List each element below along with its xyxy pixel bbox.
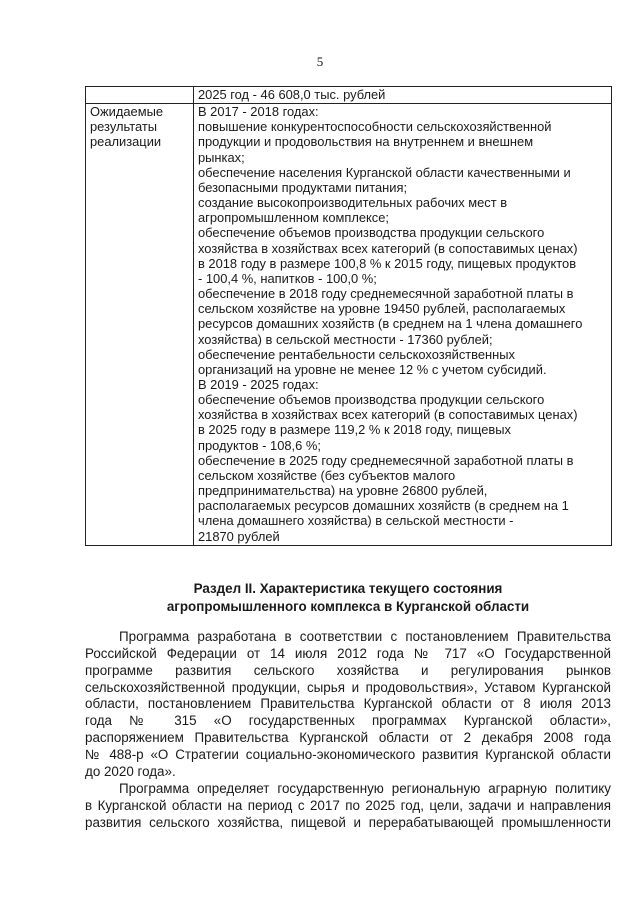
cell-text-line: В 2019 - 2025 годах: [198, 376, 319, 392]
label-line: реализации [90, 134, 162, 150]
cell-text-line: В 2017 - 2018 годах: [198, 104, 319, 120]
cell-text-line: 21870 рублей [198, 528, 280, 544]
paragraph-line: Российской Федерации от 14 июля 2012 года № 717 «О Государственной [85, 645, 611, 661]
cell-text-line: хозяйства) в сельской местности - 17360 рублей; [198, 331, 493, 347]
paragraph-line: Программа определяет государственную региональную аграрную политику [119, 781, 611, 796]
paragraph [85, 629, 611, 781]
cell-text-line: продуктов - 108,6 %; [198, 437, 321, 453]
paragraph-line: программе развития сельского хозяйства и регулирования рынков [85, 662, 611, 678]
paragraph-line: Программа разработана в соответствии с постановлением Правительства [119, 629, 611, 644]
cell-text-line: обеспечение населения Курганской области качественными и [198, 164, 571, 180]
paragraph-line: сельскохозяйственной продукции, сырья и продовольствия», Уставом Курганской [85, 679, 611, 695]
cell-text-line: сельском хозяйстве (без субъектов малого [198, 467, 456, 483]
cell-text-line: хозяйства в хозяйствах всех категорий (в сопоставимых ценах) [198, 407, 578, 423]
cell-text-line: - 100,4 %, напитков - 100,0 %; [198, 270, 377, 286]
paragraph-line: распоряжением Правительства Курганской области от 2 декабря 2008 года [85, 730, 611, 746]
passport-table [85, 86, 612, 546]
cell-text-line: сельском хозяйстве на уровне 19450 рублей, располагаемых [198, 301, 566, 317]
cell-text-line: обеспечение в 2018 году среднемесячной заработной платы в [198, 286, 574, 302]
cell-text-line: безопасными продуктами питания; [198, 179, 408, 195]
paragraph-line: области, постановлением Правительства Курганской области от 8 июля 2013 [85, 696, 611, 712]
paragraph-line: развития сельского хозяйства, пищевой и перерабатывающей промышленности [85, 814, 611, 830]
cell-text-line: обеспечение рентабельности сельскохозяйственных [198, 346, 515, 362]
cell-text-line: создание высокопроизводительных рабочих мест в [198, 195, 508, 211]
cell-text-line: члена домашнего хозяйства) в сельской местности - [198, 513, 514, 529]
cell-text-line: обеспечение объемов производства продукции сельского [198, 225, 545, 241]
cell-text-line: обеспечение в 2025 году среднемесячной заработной платы в [198, 452, 574, 468]
cell-text-line: хозяйства в хозяйствах всех категорий (в сопоставимых ценах) [198, 240, 578, 256]
cell-text-line: в 2025 году в размере 119,2 % к 2018 году, пищевых [198, 422, 511, 438]
cell-text-line: 2025 год - 46 608,0 тыс. рублей [198, 87, 386, 102]
label-line: Ожидаемые [90, 104, 164, 120]
paragraph-line: № 488-р «О Стратегии социально-экономического развития Курганской области [85, 746, 611, 762]
cell-text-line: предпринимательства) на уровне 26800 рублей, [198, 483, 488, 499]
cell-text-line: агропромышленном комплексе; [198, 210, 390, 226]
cell-text-line: обеспечение объемов производства продукции сельского [198, 392, 545, 408]
paragraph-line: в Курганской области на период с 2017 по 2025 год, цели, задачи и направления [85, 797, 611, 813]
table-value-cell [194, 104, 612, 546]
cell-text-line: ресурсов домашних хозяйств (в среднем на 1 члена домашнего [198, 316, 583, 332]
cell-text-line: в 2018 году в размере 100,8 % к 2015 году, пищевых продуктов [198, 255, 577, 271]
label-line: результаты [90, 119, 158, 135]
table-label-cell [86, 104, 194, 546]
paragraph [85, 781, 611, 832]
table-value-cell [194, 87, 612, 104]
table-row [86, 87, 612, 104]
table-row [86, 104, 612, 546]
cell-text-line: повышение конкурентоспособности сельскохозяйственной [198, 119, 552, 135]
cell-text-line: продукции и продовольствия на внутреннем и внешнем [198, 134, 534, 150]
section-heading [85, 580, 611, 615]
cell-text-line: организаций на уровне не менее 12 % с учетом субсидий. [198, 361, 547, 377]
section-heading-line: Раздел II. Характеристика текущего состояния [193, 581, 503, 596]
page-number: 5 [316, 54, 324, 69]
paragraph-line: года № 315 «О государственных программах Курганской области», [85, 713, 611, 729]
cell-text-line: рынках; [198, 149, 245, 165]
cell-text-line: располагаемых ресурсов домашних хозяйств (в среднем на 1 [198, 498, 569, 514]
paragraph-line: до 2020 года». [85, 763, 176, 779]
table-label-cell [86, 87, 194, 104]
section-heading-line: агропромышленного комплекса в Курганской области [166, 598, 530, 614]
